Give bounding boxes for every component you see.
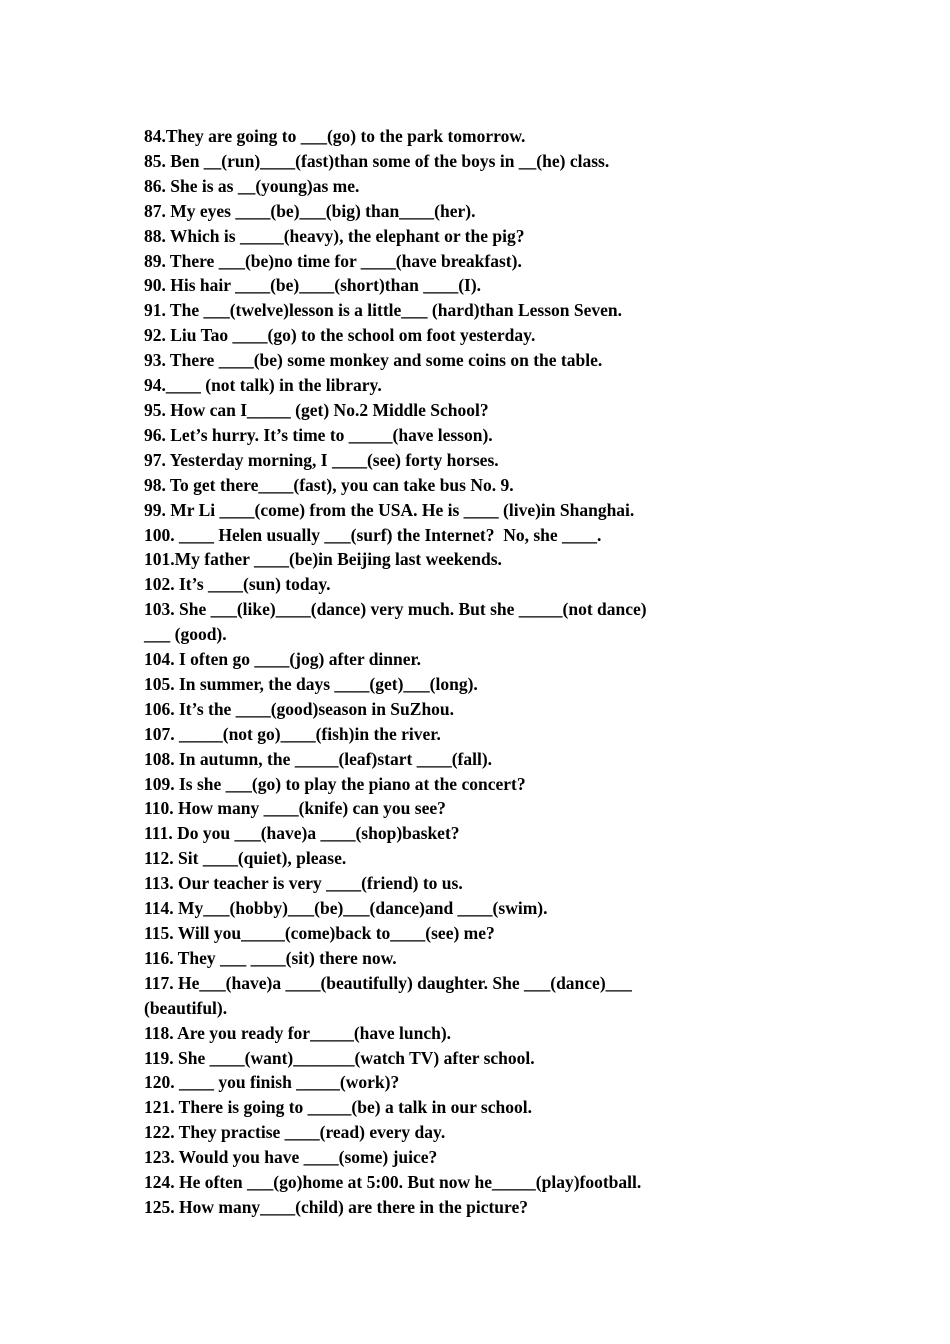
exercise-line: 105. In summer, the days ____(get)___(long).: [144, 673, 478, 694]
exercise-line: (beautiful).: [144, 997, 228, 1018]
exercise-line: 97. Yesterday morning, I ____(see) forty horses.: [144, 449, 499, 470]
exercise-line: 116. They ___ ____(sit) there now.: [144, 947, 397, 968]
exercise-line: 85. Ben __(run)____(fast)than some of the boys in __(he) class.: [144, 150, 610, 171]
exercise-line: 98. To get there____(fast), you can take bus No. 9.: [144, 474, 514, 495]
exercise-line: 123. Would you have ____(some) juice?: [144, 1147, 438, 1168]
exercise-line: 101.My father ____(be)in Beijing last weekends.: [144, 549, 502, 570]
exercise-line: 88. Which is _____(heavy), the elephant or the pig?: [144, 225, 525, 246]
exercise-line: 94.____ (not talk) in the library.: [144, 375, 382, 396]
exercise-line: 84.They are going to ___(go) to the park tomorrow.: [144, 126, 526, 146]
exercise-line: 102. It’s ____(sun) today.: [144, 574, 331, 595]
exercise-line: 99. Mr Li ____(come) from the USA. He is ____ (live)in Shanghai.: [144, 499, 635, 520]
exercise-line: 110. How many ____(knife) can you see?: [144, 798, 446, 819]
exercise-line: 106. It’s the ____(good)season in SuZhou.: [144, 698, 455, 719]
exercise-line: 112. Sit ____(quiet), please.: [144, 848, 347, 869]
exercise-line: 113. Our teacher is very ____(friend) to us.: [144, 873, 463, 894]
exercise-line: 111. Do you ___(have)a ____(shop)basket?: [144, 823, 460, 844]
exercise-line: 108. In autumn, the _____(leaf)start ____(fall).: [144, 748, 493, 769]
exercise-line: 120. ____ you finish _____(work)?: [144, 1072, 400, 1093]
exercise-line: 104. I often go ____(jog) after dinner.: [144, 649, 422, 670]
exercise-line: 109. Is she ___(go) to play the piano at the concert?: [144, 773, 526, 794]
exercise-line: 100. ____ Helen usually ___(surf) the Internet? No, she ____.: [144, 524, 602, 545]
exercise-line: 121. There is going to _____(be) a talk in our school.: [144, 1097, 532, 1118]
exercise-line: 125. How many____(child) are there in the picture?: [144, 1196, 529, 1217]
exercise-line: 87. My eyes ____(be)___(big) than____(her).: [144, 200, 476, 221]
exercise-line: 119. She ____(want)_______(watch TV) after school.: [144, 1047, 535, 1068]
exercise-line: 91. The ___(twelve)lesson is a little___ (hard)than Lesson Seven.: [144, 300, 623, 321]
exercise-line: 103. She ___(like)____(dance) very much. But she _____(not dance): [144, 599, 647, 620]
exercise-list: [144, 124, 704, 1220]
exercise-line: 115. Will you_____(come)back to____(see) me?: [144, 923, 495, 943]
exercise-line: 96. Let’s hurry. It’s time to _____(have lesson).: [144, 424, 493, 445]
exercise-line: 89. There ___(be)no time for ____(have breakfast).: [144, 250, 522, 271]
exercise-line: 93. There ____(be) some monkey and some coins on the table.: [144, 350, 603, 371]
exercise-line: 86. She is as __(young)as me.: [144, 175, 360, 196]
exercise-line: ___ (good).: [144, 624, 227, 645]
exercise-line: 114. My___(hobby)___(be)___(dance)and ____(swim).: [144, 898, 548, 919]
exercise-line: 95. How can I_____ (get) No.2 Middle School?: [144, 399, 489, 420]
exercise-line: 92. Liu Tao ____(go) to the school om foot yesterday.: [144, 325, 536, 346]
exercise-line: 124. He often ___(go)home at 5:00. But now he_____(play)football.: [144, 1172, 642, 1193]
exercise-line: 117. He___(have)a ____(beautifully) daughter. She ___(dance)___: [144, 972, 632, 993]
exercise-line: 118. Are you ready for_____(have lunch).: [144, 1022, 452, 1043]
exercise-line: 107. _____(not go)____(fish)in the river.: [144, 723, 441, 744]
exercise-line: 90. His hair ____(be)____(short)than ____(I).: [144, 275, 482, 296]
exercise-line: 122. They practise ____(read) every day.: [144, 1122, 446, 1143]
